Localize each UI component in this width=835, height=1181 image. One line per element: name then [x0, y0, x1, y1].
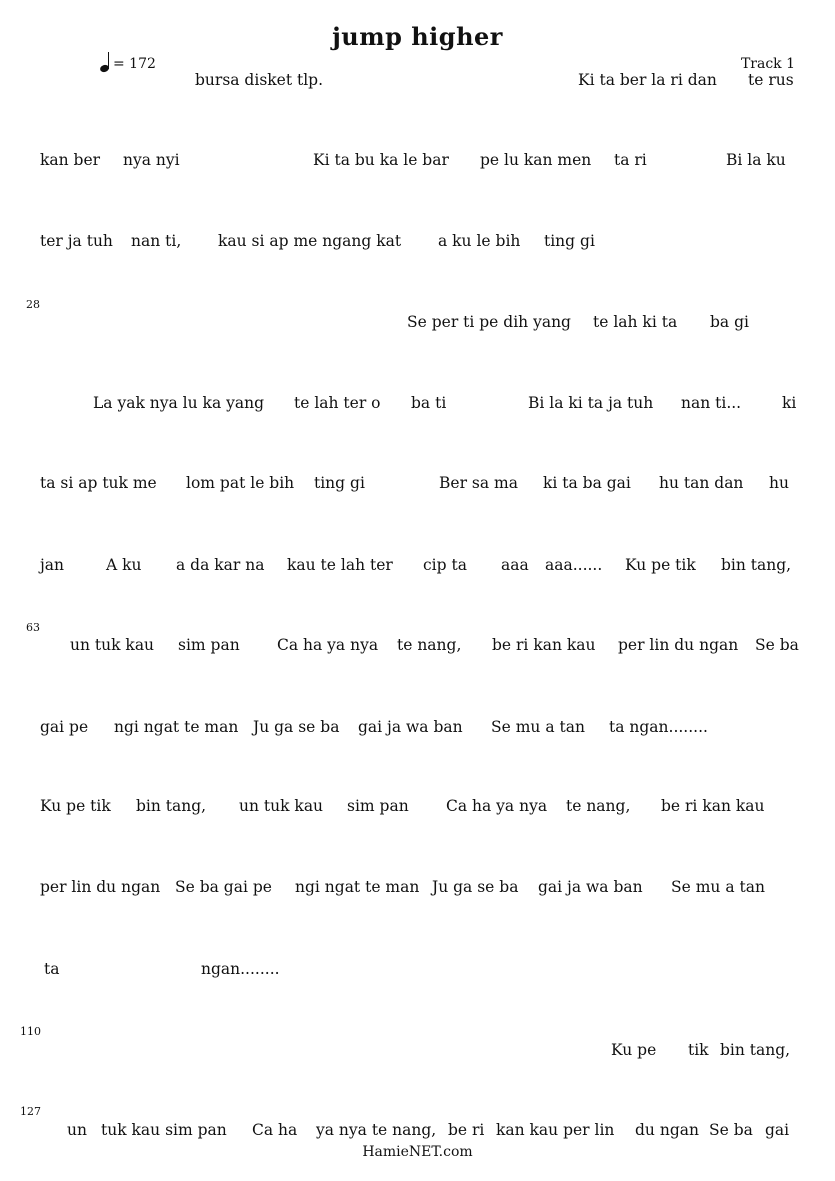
lyric-syllable: ngi ngat te man: [295, 878, 420, 896]
lyric-syllable: bin tang,: [720, 1041, 791, 1059]
lyric-syllable: Se mu a tan: [491, 718, 585, 736]
lyric-syllable: gai ja wa ban: [358, 718, 463, 736]
lyric-syllable: ting gi: [314, 474, 365, 492]
quarter-note-icon: [100, 52, 110, 72]
lyric-syllable: ki: [782, 394, 797, 412]
measure-number: 127: [20, 1105, 41, 1118]
lyric-syllable: ting gi: [544, 232, 595, 250]
lyric-syllable: bin tang,: [721, 556, 792, 574]
lyric-syllable: kan ber: [40, 151, 101, 169]
lyric-syllable: gai ja wa ban: [538, 878, 643, 896]
lyric-syllable: bin tang,: [136, 797, 207, 815]
lyric-syllable: Se ba: [709, 1121, 753, 1139]
lyric-syllable: hu tan dan: [659, 474, 744, 492]
track-label: Track 1: [740, 56, 795, 72]
lyric-syllable: te nang,: [397, 636, 462, 654]
lyric-syllable: nan ti...: [681, 394, 742, 412]
lyric-syllable: nya nyi: [123, 151, 180, 169]
lyric-syllable: A ku: [106, 556, 142, 574]
lyric-syllable: te lah ki ta: [593, 313, 678, 331]
lyric-syllable: kan kau per lin: [496, 1121, 615, 1139]
lyric-syllable: Ber sa ma: [439, 474, 518, 492]
lyric-syllable: sim pan: [347, 797, 409, 815]
lyric-syllable: ba ti: [411, 394, 447, 412]
lyric-syllable: Ku pe tik: [625, 556, 696, 574]
lyric-syllable: nan ti,: [131, 232, 182, 250]
lyric-syllable: Ju ga se ba: [432, 878, 519, 896]
lyric-syllable: te nang,: [566, 797, 631, 815]
lyric-syllable: kau si ap me ngang kat: [218, 232, 402, 250]
lyric-syllable: kau te lah ter: [287, 556, 393, 574]
lyric-syllable: a da kar na: [176, 556, 265, 574]
lyric-syllable: ta si ap tuk me: [40, 474, 157, 492]
lyric-syllable: ya nya te nang,: [316, 1121, 437, 1139]
lyric-syllable: ta ri: [614, 151, 647, 169]
lyric-syllable: lom pat le bih: [186, 474, 295, 492]
lyric-syllable: cip ta: [423, 556, 467, 574]
lyric-syllable: sim pan: [178, 636, 240, 654]
lyric-syllable: un tuk kau: [70, 636, 155, 654]
lyric-syllable: ki ta ba gai: [543, 474, 631, 492]
lyric-syllable: Ku pe tik: [40, 797, 111, 815]
lyric-syllable: Ki ta bu ka le bar: [313, 151, 449, 169]
lyric-syllable: ter ja tuh: [40, 232, 113, 250]
lyric-syllable: ta ngan........: [609, 718, 708, 736]
lyric-syllable: Se ba: [755, 636, 799, 654]
lyric-syllable: be ri: [448, 1121, 485, 1139]
lyric-syllable: tuk kau sim pan: [101, 1121, 227, 1139]
lyric-syllable: Bi la ku: [726, 151, 786, 169]
lyric-syllable: Se mu a tan: [671, 878, 765, 896]
tempo-marking: [100, 52, 156, 72]
lyric-syllable: per lin du ngan: [40, 878, 161, 896]
lyric-syllable: te rus: [748, 71, 794, 89]
lyric-syllable: Se per ti pe dih yang: [407, 313, 571, 331]
lyric-syllable: ba gi: [710, 313, 749, 331]
lyric-syllable: Ca ha: [252, 1121, 298, 1139]
lyric-syllable: Se ba gai pe: [175, 878, 272, 896]
lyric-syllable: gai: [765, 1121, 790, 1139]
lyric-syllable: Ku pe: [611, 1041, 657, 1059]
lyric-syllable: ta: [44, 960, 60, 978]
measure-number: 110: [20, 1025, 41, 1038]
lyric-syllable: per lin du ngan: [618, 636, 739, 654]
lyric-syllable: un tuk kau: [239, 797, 324, 815]
lyric-syllable: aaa: [501, 556, 529, 574]
lyric-syllable: un: [67, 1121, 87, 1139]
lyric-syllable: hu: [769, 474, 789, 492]
lyric-syllable: be ri kan kau: [661, 797, 765, 815]
lyric-syllable: du ngan: [635, 1121, 699, 1139]
lyric-syllable: Bi la ki ta ja tuh: [528, 394, 654, 412]
lyric-syllable: Ki ta ber la ri dan: [578, 71, 717, 89]
song-title: jump higher: [332, 22, 503, 51]
lyric-syllable: a ku le bih: [438, 232, 521, 250]
lyric-syllable: gai pe: [40, 718, 89, 736]
lyric-syllable: Ca ha ya nya: [446, 797, 548, 815]
lyric-syllable: pe lu kan men: [480, 151, 592, 169]
lyric-syllable: aaa......: [545, 556, 603, 574]
lyric-syllable: Ca ha ya nya: [277, 636, 379, 654]
lyric-syllable: be ri kan kau: [492, 636, 596, 654]
measure-number: 63: [26, 621, 40, 634]
footer-site-label: HamieNET.com: [362, 1144, 473, 1160]
lyric-syllable: La yak nya lu ka yang: [93, 394, 265, 412]
lyric-syllable: ngi ngat te man: [114, 718, 239, 736]
tempo-value: = 172: [113, 56, 156, 72]
measure-number: 28: [26, 298, 40, 311]
lyric-syllable: Ju ga se ba: [253, 718, 340, 736]
lyric-syllable: jan: [40, 556, 65, 574]
lyric-syllable: te lah ter o: [294, 394, 381, 412]
lyric-syllable: bursa disket tlp.: [195, 71, 324, 89]
lyric-syllable: ngan........: [201, 960, 280, 978]
lyric-syllable: tik: [688, 1041, 709, 1059]
